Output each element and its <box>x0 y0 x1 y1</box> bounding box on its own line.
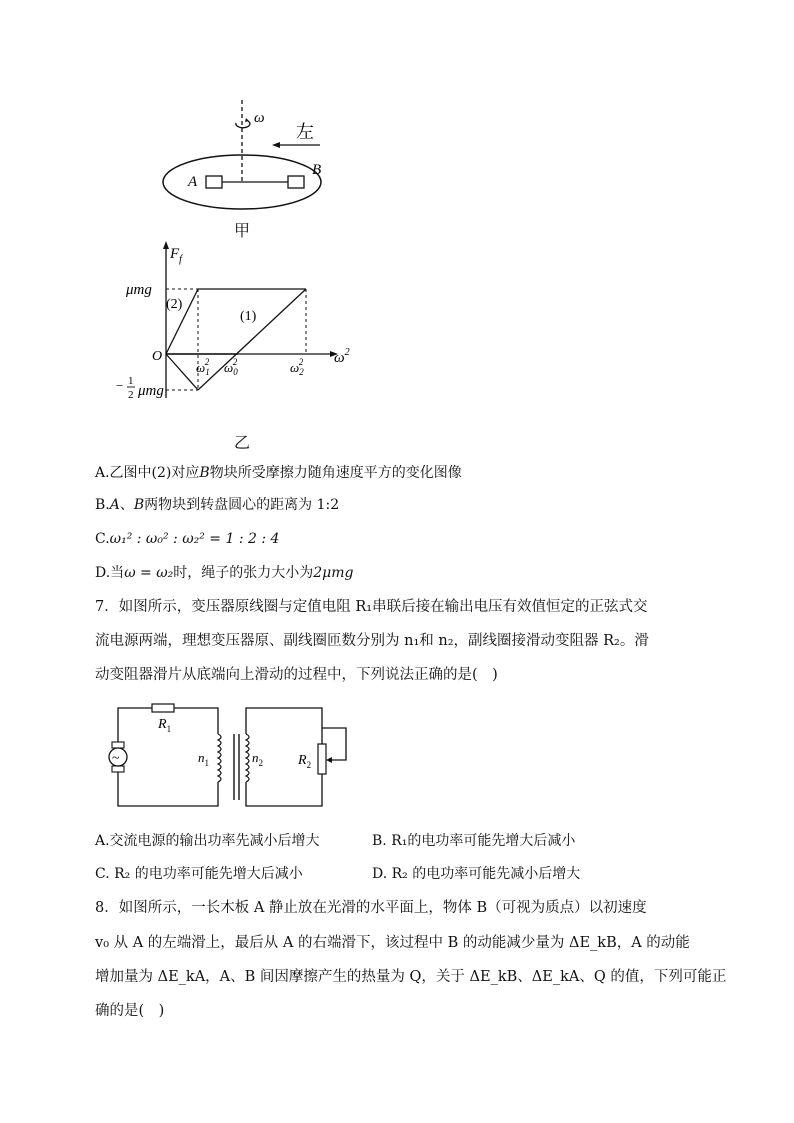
label-a: A <box>188 174 198 190</box>
w0-label: $\omega_02$ <box>224 357 238 377</box>
n2-label: $n_2$ <box>252 750 263 768</box>
r2-label: $R_2$ <box>298 753 312 770</box>
svg-text:1: 1 <box>128 375 134 387</box>
origin-label: O <box>152 349 163 364</box>
primary-coil <box>218 734 221 782</box>
mumg-label: μmg <box>126 282 152 298</box>
label-1: (1) <box>240 309 257 324</box>
neg-half-label: μmg <box>138 383 164 399</box>
q7-option-a: A.交流电源的输出功率先减小后增大 <box>95 833 320 849</box>
label-2: (2) <box>166 297 183 312</box>
label-b: B <box>312 162 322 178</box>
secondary-coil <box>246 734 249 782</box>
rotation-arrow-icon <box>236 121 250 128</box>
n1-label: $n_1$ <box>198 750 209 768</box>
q6-option-d: D.当ω = ω₂时，绳子的张力大小为2μmg <box>95 565 354 581</box>
q7-option-c: C. R₂ 的电功率可能先增大后减小 <box>95 866 303 882</box>
figure-yi <box>110 238 370 418</box>
q8-line-4: 确的是( ) <box>95 1003 165 1019</box>
w2-label: $\omega_22$ <box>290 357 304 377</box>
q6-option-a: A.乙图中(2)对应B物块所受摩擦力随角速度平方的变化图像 <box>95 465 462 481</box>
q7-line-1: 7．如图所示，变压器原线圈与定值电阻 R₁串联后接在输出电压有效值恒定的正弦式交 <box>95 599 648 615</box>
caption-jia: 甲 <box>234 221 251 240</box>
curve-1-down <box>166 354 198 390</box>
q7-line-2: 流电源两端，理想变压器原、副线圈匝数分别为 n₁和 n₂，副线圈接滑动变阻器 R₂。滑 <box>95 633 649 649</box>
caption-yi: 乙 <box>234 433 251 452</box>
primary-wire <box>118 708 152 742</box>
w1-label: $\omega_12$ <box>196 357 210 377</box>
q7-option-b: B. R₁的电功率可能先增大后减小 <box>372 833 576 849</box>
secondary-wire <box>246 708 322 744</box>
r1-label: $R_1$ <box>158 717 172 734</box>
resistor-r1 <box>152 704 174 712</box>
q8-line-2: v₀ 从 A 的左端滑上，最后从 A 的右端滑下，该过程中 B 的动能减少量为 ΔE_kB，A 的动能 <box>95 935 690 951</box>
svg-text:2: 2 <box>128 389 134 401</box>
rheostat-r2 <box>318 744 326 774</box>
q7-option-d: D. R₂ 的电功率可能先减小后增大 <box>372 866 581 882</box>
q6-option-b: B.A、B两物块到转盘圆心的距离为 1:2 <box>95 497 340 513</box>
q7-line-3: 动变阻器滑片从底端向上滑动的过程中，下列说法正确的是( ) <box>95 667 498 683</box>
q8-line-3: 增加量为 ΔE_kA，A、B 间因摩擦产生的热量为 Q，关于 ΔE_kB、ΔE_kA、Q 的值，下列可能正 <box>95 969 727 985</box>
q8-line-1: 8．如图所示，一长木板 A 静止放在光滑的水平面上，物体 B（可视为质点）以初速度 <box>95 900 647 916</box>
neg-half-label-frac: − <box>116 378 124 393</box>
y-axis-label: $F_f$ <box>170 246 182 265</box>
q6-option-c: C.ω₁² : ω₀² : ω₂² = 1 : 2 : 4 <box>95 531 280 547</box>
slider-arrow-icon <box>326 757 332 763</box>
svg-text:~: ~ <box>112 751 120 766</box>
block-b <box>288 176 304 188</box>
x-axis-label: $\omega^2$ <box>334 347 350 366</box>
omega-label: ω <box>254 110 265 126</box>
transformer-circuit <box>100 700 370 812</box>
left-label: 左 <box>296 122 314 142</box>
block-a <box>206 176 222 188</box>
